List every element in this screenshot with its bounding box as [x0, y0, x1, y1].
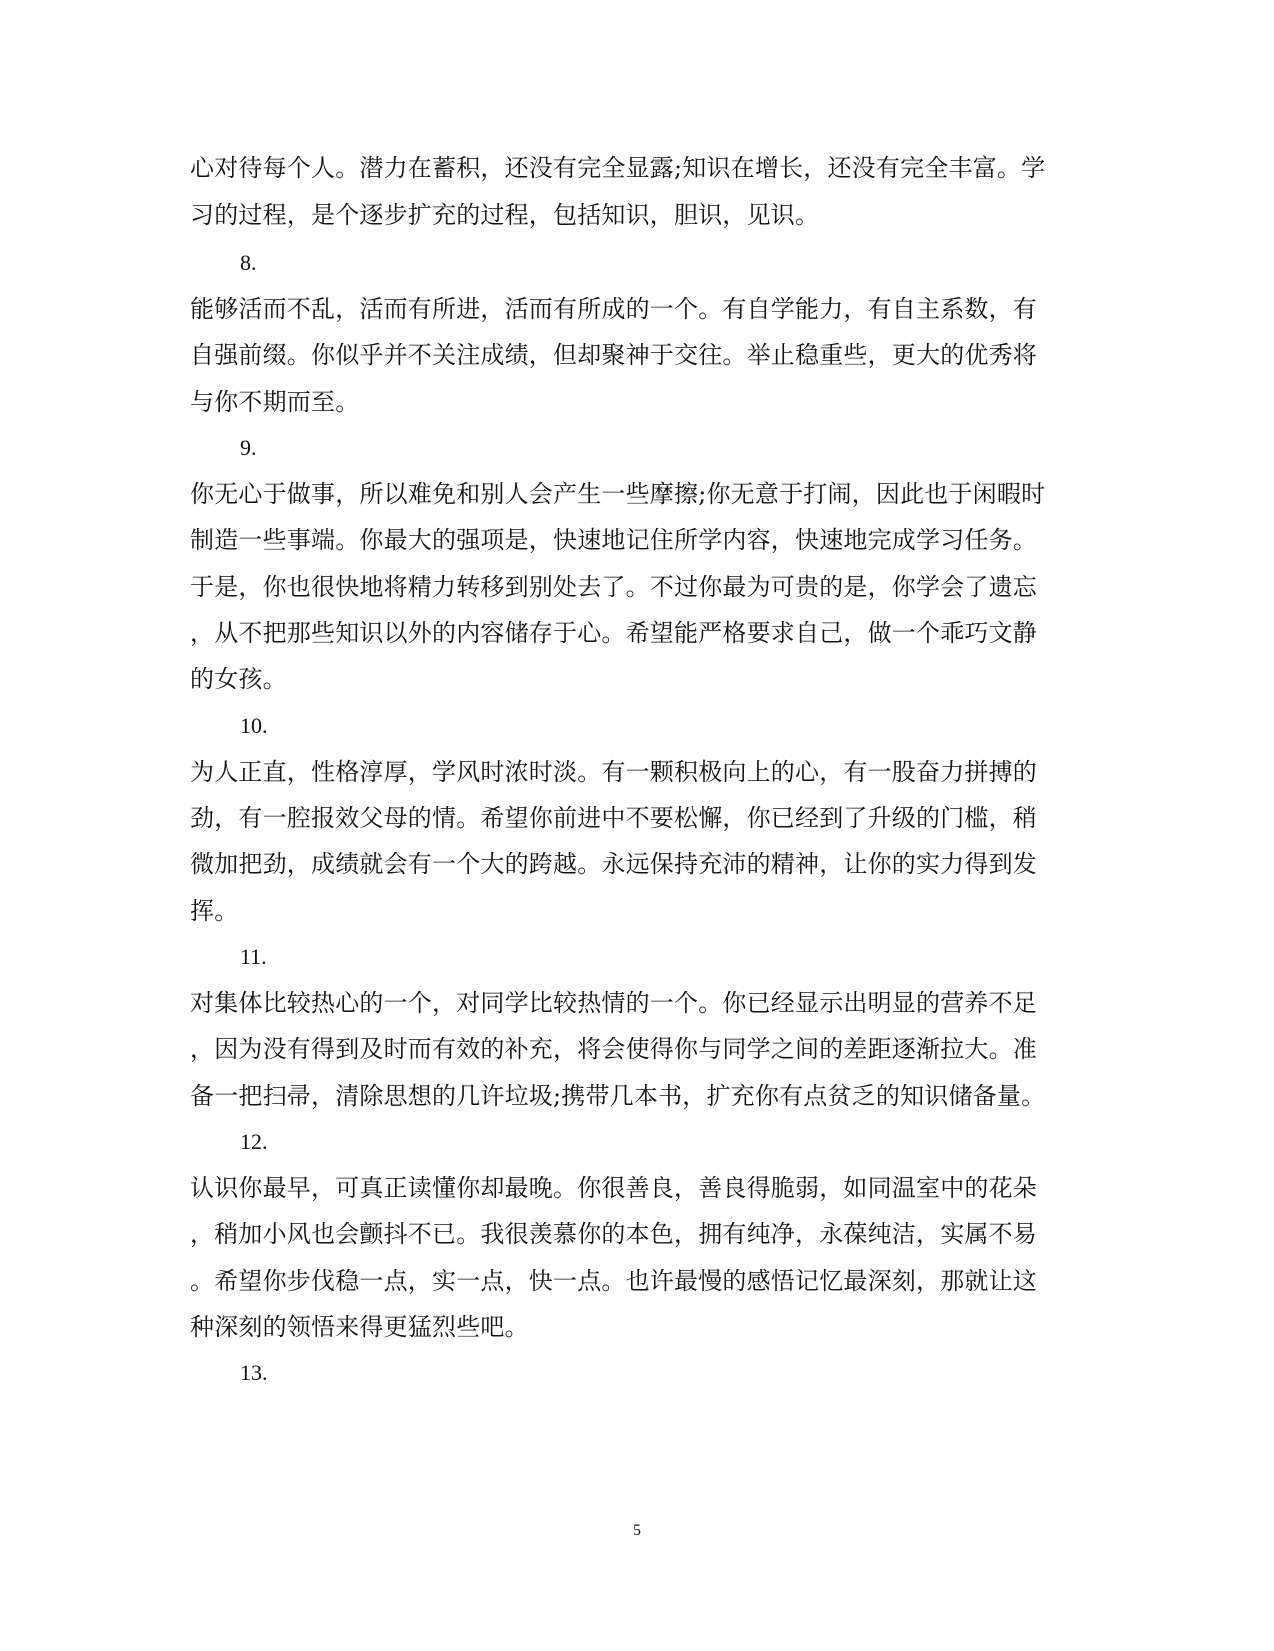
text-line: ，稍加小风也会颤抖不已。我很羡慕你的本色，拥有纯净，永葆纯洁，实属不易 — [190, 1220, 1037, 1248]
text-line: 认识你最早，可真正读懂你却最晚。你很善良，善良得脆弱，如同温室中的花朵 — [190, 1174, 1037, 1202]
text-line: 劲，有一腔报效父母的情。希望你前进中不要松懈，你已经到了升级的门槛，稍 — [190, 804, 1037, 832]
item-number: 12. — [240, 1129, 268, 1154]
text-line: 对集体比较热心的一个，对同学比较热情的一个。你已经显示出明显的营养不足 — [190, 989, 1037, 1017]
text-line: ，从不把那些知识以外的内容储存于心。希望能严格要求自己，做一个乖巧文静 — [190, 619, 1037, 647]
item-number: 11. — [240, 944, 267, 969]
text-line: 挥。 — [190, 897, 239, 925]
text-line: 能够活而不乱，活而有所进，活而有所成的一个。有自学能力，有自主系数，有 — [190, 295, 1037, 323]
text-line: 制造一些事端。你最大的强项是，快速地记住所学内容，快速地完成学习任务。 — [190, 526, 1037, 554]
text-line: 的女孩。 — [190, 665, 287, 693]
text-line: 与你不期而至。 — [190, 388, 360, 416]
item-number: 10. — [240, 713, 268, 738]
text-line: 于是，你也很快地将精力转移到别处去了。不过你最为可贵的是，你学会了遗忘 — [190, 573, 1037, 601]
text-line: 心对待每个人。潜力在蓄积，还没有完全显露;知识在增长，还没有完全丰富。学 — [190, 154, 1046, 182]
text-line: 。希望你步伐稳一点，实一点，快一点。也许最慢的感悟记忆最深刻，那就让这 — [190, 1267, 1037, 1295]
text-line: 为人正直，性格淳厚，学风时浓时淡。有一颗积极向上的心，有一股奋力拼搏的 — [190, 758, 1037, 786]
text-line: 你无心于做事，所以难免和别人会产生一些摩擦;你无意于打闹，因此也于闲暇时 — [190, 480, 1046, 508]
item-number: 13. — [240, 1360, 268, 1385]
item-number: 8. — [240, 250, 257, 275]
page-number: 5 — [633, 1522, 641, 1539]
text-line: 习的过程，是个逐步扩充的过程，包括知识，胆识，见识。 — [190, 201, 820, 229]
text-line: 微加把劲，成绩就会有一个大的跨越。永远保持充沛的精神，让你的实力得到发 — [190, 850, 1037, 878]
text-line: 种深刻的领悟来得更猛烈些吧。 — [190, 1313, 529, 1341]
text-line: 自强前缀。你似乎并不关注成绩，但却聚神于交往。举止稳重些，更大的优秀将 — [190, 341, 1037, 369]
text-line: ，因为没有得到及时而有效的补充，将会使得你与同学之间的差距逐渐拉大。准 — [190, 1035, 1037, 1063]
item-number: 9. — [240, 435, 257, 460]
text-line: 备一把扫帚，清除思想的几许垃圾;携带几本书，扩充你有点贫乏的知识储备量。 — [190, 1082, 1046, 1110]
